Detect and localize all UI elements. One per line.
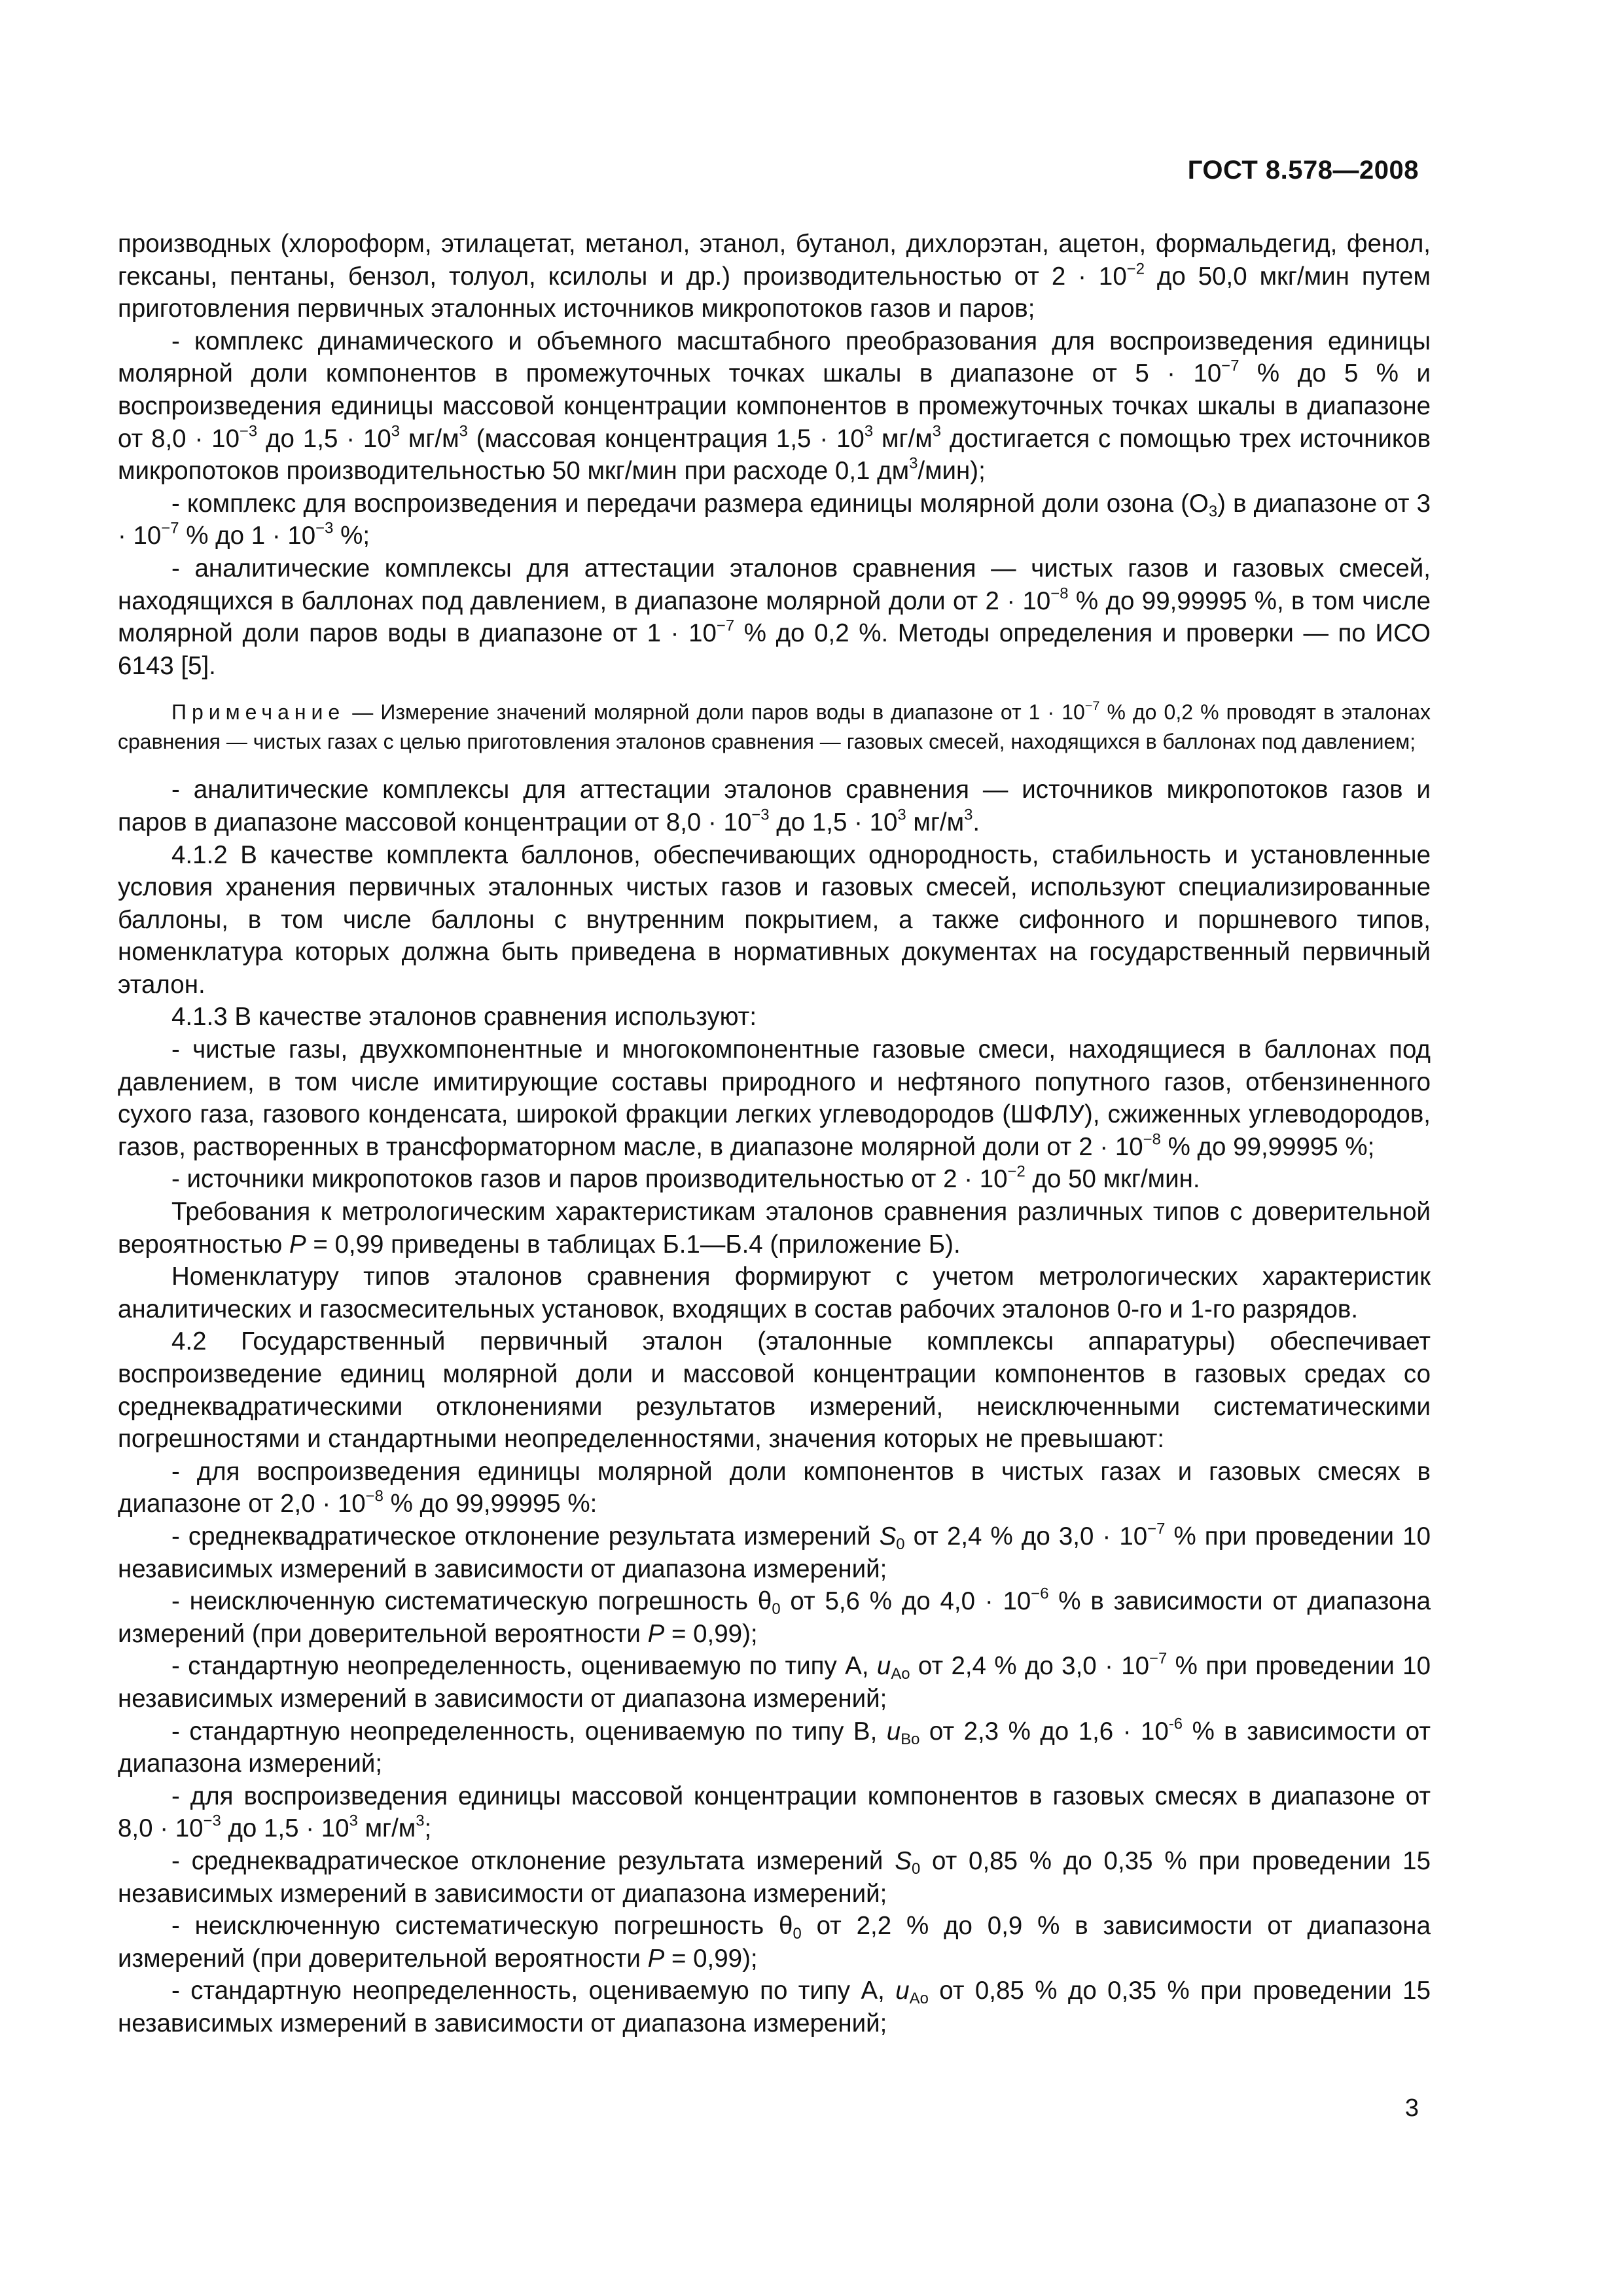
body-paragraph: - чистые газы, двухкомпонентные и многокомпонентные газовые смеси, находящиеся в баллонах под давлением, в том числе имитирующие составы природного и нефтяного попутного газов, отбензиненного сухого газа, газового конденсата, широкой фракции легких углеводородов (ШФЛУ), сжиженных углеводородов, газов, растворенных в трансформаторном масле, в диапазоне молярной доли от $2 \cdot 10^{-8}$ % до 99,99995 %; <box>118 1035 1431 1161</box>
body-paragraph: - аналитические комплексы для аттестации эталонов сравнения — источников микропотоков газов и паров в диапазоне массовой концентрации от $8,0 \cdot 10^{-3}$ до $1,5 \cdot 10^3$ $мг/м^3$. <box>118 776 1431 836</box>
body-paragraph: - среднеквадратическое отклонение результата измерений $S_0$ от 2,4 % до $3,0 \cdot 10^{-7}$ % при проведении 10 независимых измерений в зависимости от диапазона измерений; <box>118 1520 1431 1583</box>
note-paragraph: Примечание — Измерение значений молярной доли паров воды в диапазоне от $1 \cdot 10^{-7}$ % до 0,2 % проводят в эталонах сравнения — чистых газах с целью приготовления эталонов сравнения — газовых смесей, находящихся в баллонах под давлением; <box>118 699 1431 754</box>
body-paragraph: Требования к метрологическим характеристикам эталонов сравнения различных типов с доверительной вероятностью P = 0,99 приведены в таблицах Б.1—Б.4 (приложение Б). <box>118 1198 1431 1259</box>
body-paragraph: - источники микропотоков газов и паров производительностью от $2 \cdot 10^{-2}$ до 50 мкг/мин. <box>171 1162 1200 1194</box>
body-paragraph: производных (хлороформ, этилацетат, метанол, этанол, бутанол, дихлорэтан, ацетон, формальдегид, фенол, гексаны, пентаны, бензол, толуол, ксилолы и др.) производительностью от $2 \cdot 10^{-2}$ до 50,0 мкг/мин путем приготовления первичных эталонных источников микропотоков газов и паров; <box>118 230 1431 323</box>
body-paragraph: - среднеквадратическое отклонение результата измерений $S_0$ от 0,85 % до 0,35 % при проведении 15 независимых измерений в зависимости от диапазона измерений; <box>118 1846 1431 1908</box>
body-paragraph: - стандартную неопределенность, оцениваемую по типу А, $u_{Ao}$ от 0,85 % до 0,35 % при проведении 15 независимых измерений в зависимости от диапазона измерений; <box>118 1977 1431 2037</box>
body-paragraph: 4.2 Государственный первичный эталон (эталонные комплексы аппаратуры) обеспечивает воспроизведение единиц молярной доли и массовой концентрации компонентов в газовых средах со среднеквадратическими отклонениями результатов измерений, неисключенными систематическими погрешностями и стандартными неопределенностями, значения которых не превышают: <box>118 1327 1431 1454</box>
document-id-header: ГОСТ 8.578—2008 <box>1187 156 1419 185</box>
body-paragraph: - неисключенную систематическую погрешность $\theta_0$ от 5,6 % до $4,0 \cdot 10^{-6}$ % в зависимости от диапазона измерений (при доверительной вероятности P = 0,99); <box>118 1585 1431 1648</box>
body-paragraph: - комплекс динамического и объемного масштабного преобразования для воспроизведения единицы молярной доли компонентов в промежуточных точках шкалы в диапазоне от $5 \cdot 10^{-7}$ % до 5 % и воспроизведения единицы массовой концентрации компонентов в промежуточных точках шкалы в диапазоне от $8,0 \cdot 10^{-3}$ до $1,5 \cdot 10^3$ $мг/м^3$ (массовая концентрация $1,5 \cdot 10^3$ $мг/м^3$ достигается с помощью трех источников микропотоков производительностью 50 мкг/мин при расходе 0,1 $дм^3/мин$); <box>118 327 1431 486</box>
document-body <box>118 228 1431 2039</box>
body-paragraph: - для воспроизведения единицы массовой концентрации компонентов в газовых смесях в диапазоне от $8,0 \cdot 10^{-3}$ до $1,5 \cdot 10^3$ $мг/м^3$; <box>118 1782 1431 1843</box>
body-paragraph: - аналитические комплексы для аттестации эталонов сравнения — чистых газов и газовых смесей, находящихся в баллонах под давлением, в диапазоне молярной доли от $2 \cdot 10^{-8}$ % до 99,99995 %, в том числе молярной доли паров воды в диапазоне от $1 \cdot 10^{-7}$ % до 0,2 %. Методы определения и проверки — по ИСО 6143 [5]. <box>118 554 1431 680</box>
body-paragraph: - неисключенную систематическую погрешность $\theta_0$ от 2,2 % до 0,9 % в зависимости от диапазона измерений (при доверительной вероятности P = 0,99); <box>118 1912 1431 1973</box>
body-paragraph: 4.1.3 В качестве эталонов сравнения используют: <box>171 1003 757 1031</box>
body-paragraph: - для воспроизведения единицы молярной доли компонентов в чистых газах и газовых смесях в диапазоне от $2,0 \cdot 10^{-8}$ % до 99,99995 %: <box>118 1457 1431 1518</box>
body-paragraph: 4.1.2 В качестве комплекта баллонов, обеспечивающих однородность, стабильность и установленные условия хранения первичных эталонных чистых газов и газовых смесей, используют специализированные баллоны, в том числе баллоны с внутренним покрытием, а также сифонного и поршневого типов, номенклатура которых должна быть приведена в нормативных документах на государственный первичный эталон. <box>118 840 1431 999</box>
body-paragraph: Номенклатуру типов эталонов сравнения формируют с учетом метрологических характеристик аналитических и газосмесительных установок, входящих в состав рабочих эталонов 0-го и 1-го разрядов. <box>118 1263 1431 1323</box>
body-paragraph: - комплекс для воспроизведения и передачи размера единицы молярной доли озона $(O_3)$ в диапазоне от $3 \cdot 10^{-7}$ % до $1 \cdot 10^{-3}$ %; <box>118 489 1431 550</box>
page-number: 3 <box>1404 2094 1419 2122</box>
body-paragraph: - стандартную неопределенность, оцениваемую по типу В, $u_{Bo}$ от 2,3 % до $1,6 \cdot 10^{-6}$ % в зависимости от диапазона измерений; <box>118 1714 1431 1778</box>
body-paragraph: - стандартную неопределенность, оцениваемую по типу А, $u_{Ao}$ от 2,4 % до $3,0 \cdot 10^{-7}$ % при проведении 10 независимых измерений в зависимости от диапазона измерений; <box>118 1649 1431 1713</box>
